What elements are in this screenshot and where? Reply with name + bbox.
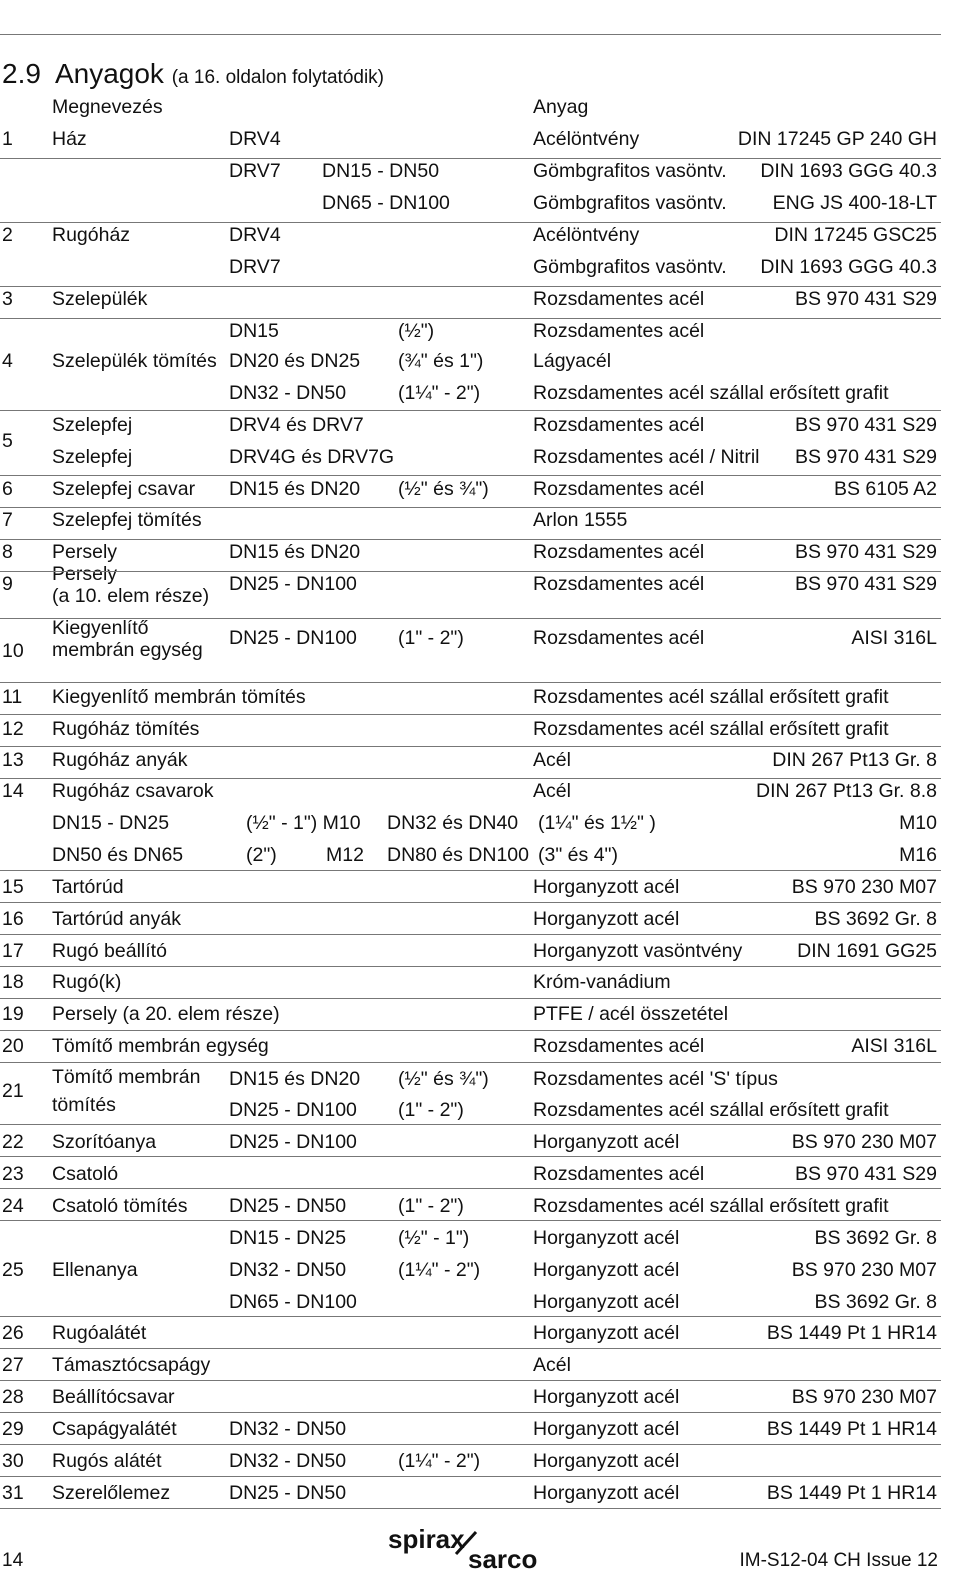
material: Horganyzott acél <box>533 876 680 898</box>
item-name: Tömítő membrán <box>52 1066 201 1088</box>
row-number: 17 <box>2 940 24 962</box>
row-number: 21 <box>2 1080 24 1102</box>
item-name: Tartórúd <box>52 876 124 898</box>
row-divider <box>0 1030 941 1031</box>
size-range: DN25 - DN100 <box>229 1099 357 1121</box>
row-divider <box>0 870 941 871</box>
item-name: Szerelőlemez <box>52 1482 171 1504</box>
standard: DIN 267 Pt13 Gr. 8.8 <box>755 780 937 802</box>
row-divider <box>0 410 941 411</box>
standard: DIN 267 Pt13 Gr. 8 <box>772 749 937 771</box>
material: Horganyzott acél <box>533 1482 680 1504</box>
section-heading <box>2 58 384 90</box>
row-number: 27 <box>2 1354 24 1376</box>
inch-size: (½" és ¾") <box>398 1068 489 1090</box>
item-name: Rugóház anyák <box>52 749 188 771</box>
item-name: Ellenanya <box>52 1259 138 1281</box>
row-number: 12 <box>2 718 24 740</box>
material: Horganyzott acél <box>533 1322 680 1344</box>
row-divider <box>0 1316 941 1317</box>
standard: BS 970 431 S29 <box>794 414 937 436</box>
material: Acélöntvény <box>533 128 640 150</box>
standard: BS 970 230 M07 <box>791 1259 937 1281</box>
material: Acélöntvény <box>533 224 640 246</box>
material: PTFE / acél összetétel <box>533 1003 729 1025</box>
standard: BS 970 431 S29 <box>794 446 937 468</box>
row-divider <box>0 1188 941 1189</box>
size-range: DN32 - DN50 <box>229 382 347 404</box>
standard: BS 6105 A2 <box>833 478 937 500</box>
document-code: IM-S12-04 CH Issue 12 <box>739 1550 938 1571</box>
material: Rozsdamentes acél szállal erősített grafit <box>533 686 889 708</box>
row-divider <box>0 1380 941 1381</box>
standard: BS 3692 Gr. 8 <box>814 908 937 930</box>
material: Gömbgrafitos vasöntv. <box>533 160 727 182</box>
row-number: 26 <box>2 1322 24 1344</box>
row-divider <box>0 507 941 508</box>
item-name: Csatoló tömítés <box>52 1195 188 1217</box>
row-divider <box>0 682 941 683</box>
material: Lágyacél <box>533 350 612 372</box>
item-name: Szelepfej tömítés <box>52 509 202 531</box>
item-name: Csatoló <box>52 1163 119 1185</box>
standard: BS 1449 Pt 1 HR14 <box>766 1482 937 1504</box>
inch-size: (1¼" - 2") <box>398 382 481 404</box>
row-divider <box>0 475 941 476</box>
standard: BS 970 431 S29 <box>794 288 937 310</box>
row-divider <box>0 998 941 999</box>
row-divider <box>0 222 941 223</box>
row-number: 14 <box>2 780 24 802</box>
material: Rozsdamentes acél <box>533 320 705 342</box>
size-range: DN25 - DN50 <box>229 1482 347 1504</box>
column-header-name: Megnevezés <box>52 96 163 118</box>
standard: AISI 316L <box>851 1035 937 1057</box>
standard: BS 970 431 S29 <box>794 573 937 595</box>
item-name-line2: membrán egység <box>52 639 203 661</box>
item-name: Szelepfej <box>52 414 133 436</box>
material: Horganyzott acél <box>533 1131 680 1153</box>
item-name: DN50 és DN65 <box>52 844 184 866</box>
material: Horganyzott acél <box>533 908 680 930</box>
row-divider <box>0 1124 941 1125</box>
standard: DIN 1693 GGG 40.3 <box>760 160 937 182</box>
material: Rozsdamentes acél / Nitril <box>533 446 760 468</box>
item-name: Rugóház <box>52 224 131 246</box>
item-name: Persely <box>52 541 118 563</box>
row-number: 16 <box>2 908 24 930</box>
row-divider <box>0 1220 941 1221</box>
row-divider <box>0 902 941 903</box>
item-name: Szorítóanya <box>52 1131 157 1153</box>
size-range: DN15 <box>229 320 279 342</box>
column-header-material: Anyag <box>533 96 589 118</box>
row-number: 4 <box>2 350 13 372</box>
size-range: DRV4 és DRV7 <box>229 414 364 436</box>
item-name: Szelepülék <box>52 288 148 310</box>
size-range: DRV7 <box>229 160 281 182</box>
material: Króm-vanádium <box>533 971 671 993</box>
inch-size: (½" - 1") <box>398 1227 470 1249</box>
material: Acél <box>533 780 571 802</box>
standard: DIN 17245 GSC25 <box>774 224 937 246</box>
size-subrange: DN65 - DN100 <box>322 192 450 214</box>
standard: BS 1449 Pt 1 HR14 <box>766 1322 937 1344</box>
row-divider <box>0 966 941 967</box>
row-divider <box>0 746 941 747</box>
item-name: Rugós alátét <box>52 1450 162 1472</box>
item-name-line2: (a 10. elem része) <box>52 585 210 607</box>
row-divider <box>0 1412 941 1413</box>
row-divider <box>0 1348 941 1349</box>
row-number: 5 <box>2 430 13 452</box>
size-range: DN65 - DN100 <box>229 1291 357 1313</box>
material: Rozsdamentes acél <box>533 288 705 310</box>
section-title: Anyagok <box>54 58 164 89</box>
material: Rozsdamentes acél <box>533 478 705 500</box>
material: Horganyzott acél <box>533 1227 680 1249</box>
item-name: Csapágyalátét <box>52 1418 177 1440</box>
standard: BS 970 230 M07 <box>791 1131 937 1153</box>
row-divider <box>0 318 941 319</box>
row-number: 31 <box>2 1482 24 1504</box>
row-number: 13 <box>2 749 24 771</box>
row-divider <box>0 1476 941 1477</box>
inch-size: (½" és ¾") <box>398 478 489 500</box>
row-number: 28 <box>2 1386 24 1408</box>
row-number: 15 <box>2 876 24 898</box>
inch-size: (1" - 2") <box>398 627 464 649</box>
row-divider <box>0 571 941 572</box>
item-name: Tartórúd anyák <box>52 908 181 930</box>
material: Rozsdamentes acél <box>533 1035 705 1057</box>
size-range: DRV4G és DRV7G <box>229 446 395 468</box>
material: (1¼" és 1½" ) <box>538 812 656 834</box>
standard: AISI 316L <box>851 627 937 649</box>
material: Rozsdamentes acél <box>533 573 705 595</box>
item-name: Persely <box>52 563 118 585</box>
section-subtitle: (a 16. oldalon folytatódik) <box>171 67 384 88</box>
row-divider <box>0 934 941 935</box>
size-range: (½" - 1") M10 <box>246 812 361 834</box>
material: Rozsdamentes acél <box>533 414 705 436</box>
row-divider <box>0 286 941 287</box>
inch-size: (¾" és 1") <box>398 350 484 372</box>
size-range: DN15 - DN25 <box>229 1227 347 1249</box>
material: Rozsdamentes acél <box>533 627 705 649</box>
row-number: 29 <box>2 1418 24 1440</box>
standard: DIN 17245 GP 240 GH <box>737 128 937 150</box>
row-number: 3 <box>2 288 13 310</box>
inch-size: DN80 és DN100 <box>387 844 529 866</box>
row-divider <box>0 158 941 159</box>
item-name: Szelepfej <box>52 446 133 468</box>
item-name: Ház <box>52 128 87 150</box>
item-name: Beállítócsavar <box>52 1386 175 1408</box>
size-range: DN25 - DN100 <box>229 573 357 595</box>
row-number: 23 <box>2 1163 24 1185</box>
size-subrange: DN15 - DN50 <box>322 160 440 182</box>
row-divider <box>0 618 941 619</box>
row-number: 10 <box>2 640 24 662</box>
standard: BS 970 230 M07 <box>791 1386 937 1408</box>
material: Rozsdamentes acél szállal erősített grafit <box>533 718 889 740</box>
row-number: 25 <box>2 1259 24 1281</box>
standard: M16 <box>899 844 937 866</box>
item-name: Szelepülék tömítés <box>52 350 217 372</box>
material: Horganyzott acél <box>533 1450 680 1472</box>
size-range: DN25 - DN100 <box>229 1131 357 1153</box>
standard: ENG JS 400-18-LT <box>772 192 937 214</box>
row-number: 2 <box>2 224 13 246</box>
inch-size: (1¼" - 2") <box>398 1259 481 1281</box>
item-name: Rugóalátét <box>52 1322 147 1344</box>
size-range: DN15 és DN20 <box>229 1068 361 1090</box>
row-number: 30 <box>2 1450 24 1472</box>
row-number: 19 <box>2 1003 24 1025</box>
item-name: Kiegyenlítő membrán tömítés <box>52 686 306 708</box>
item-name: Szelepfej csavar <box>52 478 196 500</box>
row-number: 9 <box>2 573 13 595</box>
material: Rozsdamentes acél 'S' típus <box>533 1068 778 1090</box>
item-name: Tömítő membrán egység <box>52 1035 269 1057</box>
material: Horganyzott vasöntvény <box>533 940 743 962</box>
row-divider <box>0 539 941 540</box>
row-divider <box>0 1062 941 1063</box>
item-name: Rugóház csavarok <box>52 780 214 802</box>
item-name: Rugóház tömítés <box>52 718 200 740</box>
standard: BS 970 230 M07 <box>791 876 937 898</box>
material: Acél <box>533 1354 571 1376</box>
material: Horganyzott acél <box>533 1418 680 1440</box>
row-number: 8 <box>2 541 13 563</box>
size-range: DN15 és DN20 <box>229 541 361 563</box>
standard: BS 3692 Gr. 8 <box>814 1227 937 1249</box>
material: Horganyzott acél <box>533 1259 680 1281</box>
standard: BS 1449 Pt 1 HR14 <box>766 1418 937 1440</box>
standard: DIN 1693 GGG 40.3 <box>760 256 937 278</box>
item-name: DN15 - DN25 <box>52 812 170 834</box>
standard: BS 970 431 S29 <box>794 541 937 563</box>
row-divider <box>0 1444 941 1445</box>
row-number: 22 <box>2 1131 24 1153</box>
row-number: 7 <box>2 509 13 531</box>
svg-text:spirax: spirax <box>388 1524 465 1554</box>
row-divider <box>0 778 941 779</box>
material: Gömbgrafitos vasöntv. <box>533 192 727 214</box>
size-range: DRV7 <box>229 256 281 278</box>
row-number: 20 <box>2 1035 24 1057</box>
item-name: Támasztócsapágy <box>52 1354 211 1376</box>
material: Rozsdamentes acél szállal erősített grafit <box>533 1099 889 1121</box>
size-range: DN15 és DN20 <box>229 478 361 500</box>
row-number: 6 <box>2 478 13 500</box>
size-range: DN25 - DN50 <box>229 1195 347 1217</box>
size-range: DN20 és DN25 <box>229 350 361 372</box>
inch-size: (1" - 2") <box>398 1195 464 1217</box>
thread-size: M12 <box>326 844 364 866</box>
size-range: DN32 - DN50 <box>229 1418 347 1440</box>
top-rule <box>0 34 941 35</box>
row-divider <box>0 1156 941 1157</box>
standard: BS 970 431 S29 <box>794 1163 937 1185</box>
size-range: DN32 - DN50 <box>229 1450 347 1472</box>
material: (3" és 4") <box>538 844 618 866</box>
row-number: 24 <box>2 1195 24 1217</box>
item-name: Rugó beállító <box>52 940 167 962</box>
size-range: DN25 - DN100 <box>229 627 357 649</box>
row-divider <box>0 714 941 715</box>
inch-size: (1" - 2") <box>398 1099 464 1121</box>
page-number: 14 <box>2 1550 24 1571</box>
item-name: Persely (a 20. elem része) <box>52 1003 280 1025</box>
material: Arlon 1555 <box>533 509 628 531</box>
standard: BS 3692 Gr. 8 <box>814 1291 937 1313</box>
size-range: DRV4 <box>229 224 281 246</box>
material: Rozsdamentes acél <box>533 1163 705 1185</box>
material: Horganyzott acél <box>533 1386 680 1408</box>
inch-size: DN32 és DN40 <box>387 812 519 834</box>
size-range: (2") <box>246 844 277 866</box>
material: Acél <box>533 749 571 771</box>
size-range: DN32 - DN50 <box>229 1259 347 1281</box>
material: Rozsdamentes acél szállal erősített grafit <box>533 1195 889 1217</box>
row-number: 18 <box>2 971 24 993</box>
standard: DIN 1691 GG25 <box>797 940 937 962</box>
svg-text:sarco: sarco <box>468 1544 538 1572</box>
inch-size: (1¼" - 2") <box>398 1450 481 1472</box>
item-name: Rugó(k) <box>52 971 122 993</box>
material: Rozsdamentes acél <box>533 541 705 563</box>
item-name: Kiegyenlítő <box>52 617 149 639</box>
material: Horganyzott acél <box>533 1291 680 1313</box>
size-range: DRV4 <box>229 128 281 150</box>
item-name-line2: tömítés <box>52 1094 116 1116</box>
row-number: 1 <box>2 128 13 150</box>
material: Gömbgrafitos vasöntv. <box>533 256 727 278</box>
material: Rozsdamentes acél szállal erősített grafit <box>533 382 889 404</box>
section-number: 2.9 <box>2 58 41 89</box>
spirax-sarco-logo <box>388 1524 553 1572</box>
standard: M10 <box>899 812 937 834</box>
inch-size: (½") <box>398 320 435 342</box>
row-number: 11 <box>2 686 23 708</box>
row-divider <box>0 1508 941 1509</box>
